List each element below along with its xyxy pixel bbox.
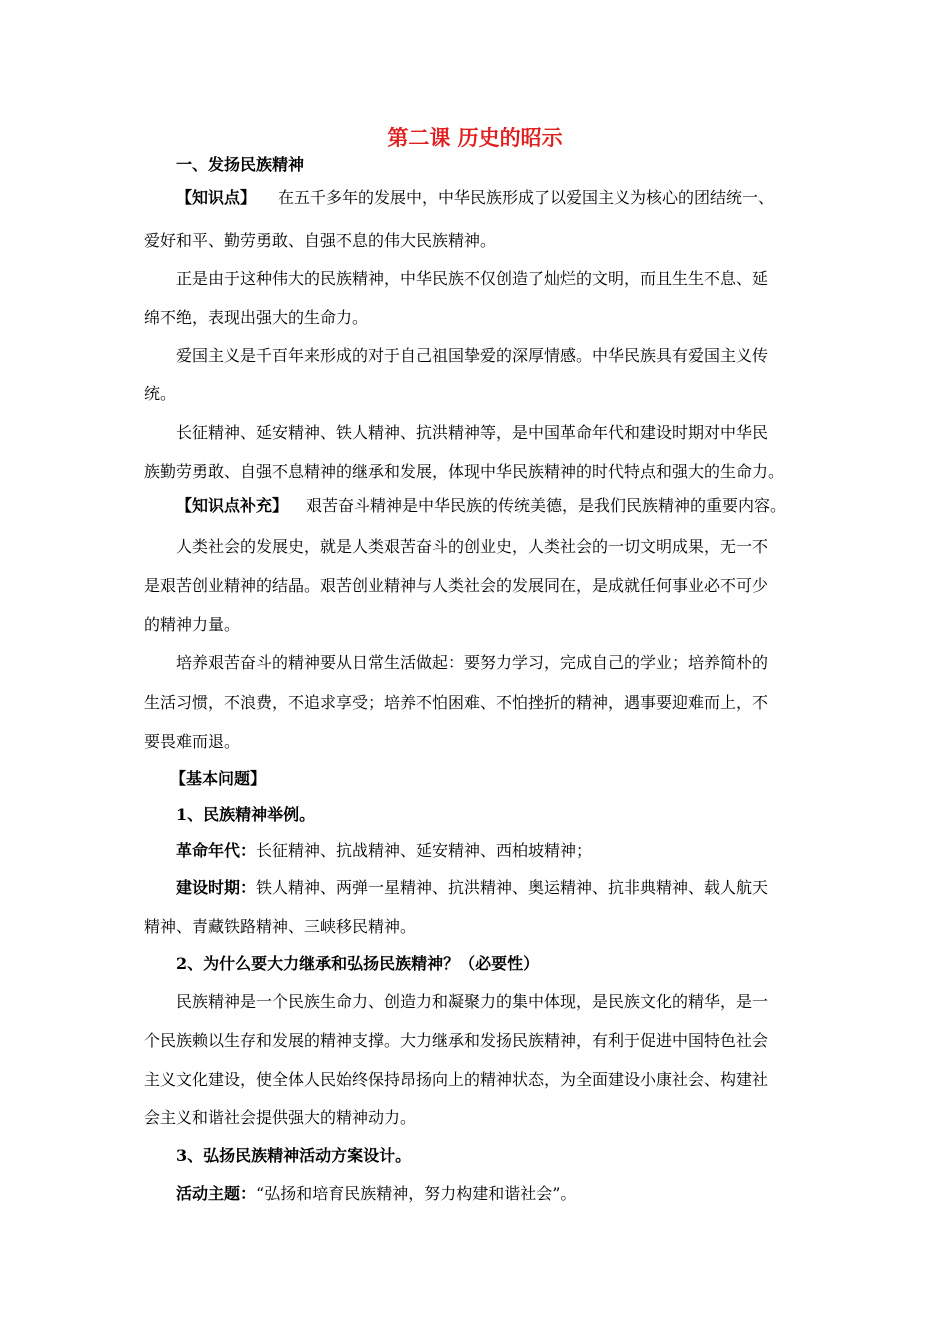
- activity-theme-line: [176, 1183, 576, 1205]
- construction-era-label: 建设时期：: [176, 878, 257, 897]
- paragraph-2-line-2: 绵不绝，表现出强大的生命力。: [144, 308, 369, 327]
- paragraph-6-line-2: 是艰苦创业精神的结晶。艰苦创业精神与人类社会的发展同在，是成就任何事业必不可少: [144, 576, 769, 595]
- question-2-line-3: 主义文化建设，使全体人民始终保持昂扬向上的精神状态，为全面建设小康社会、构建社: [144, 1070, 769, 1089]
- activity-theme-text: “弘扬和培育民族精神，努力构建和谐社会”。: [256, 1184, 577, 1203]
- paragraph-7-line-2: 生活习惯，不浪费，不追求享受；培养不怕困难、不怕挫折的精神，遇事要迎难而上，不: [144, 693, 769, 712]
- knowledge-point-line-1: [176, 187, 774, 209]
- basic-questions-heading: 【基本问题】: [170, 769, 267, 788]
- knowledge-point-label: 【知识点】: [176, 188, 257, 207]
- activity-theme-label: 活动主题：: [176, 1184, 257, 1203]
- question-2-heading: 2、为什么要大力继承和弘扬民族精神？（必要性）: [176, 954, 540, 973]
- paragraph-7-line-3: 要畏难而退。: [144, 732, 241, 751]
- question-2-line-4: 会主义和谐社会提供强大的精神动力。: [144, 1108, 417, 1127]
- paragraph-2-line-1: 正是由于这种伟大的民族精神，中华民族不仅创造了灿烂的文明，而且生生不息、延: [176, 269, 769, 288]
- paragraph-6-line-3: 的精神力量。: [144, 615, 241, 634]
- construction-era-line-2: 精神、青藏铁路精神、三峡移民精神。: [144, 917, 417, 936]
- paragraph-3-line-1: 爱国主义是千百年来形成的对于自己祖国挚爱的深厚情感。中华民族具有爱国主义传: [176, 346, 769, 365]
- paragraph-3-line-2: 统。: [144, 384, 177, 403]
- construction-era-text: 铁人精神、两弹一星精神、抗洪精神、奥运精神、抗非典精神、载人航天: [256, 878, 769, 897]
- knowledge-supplement-label: 【知识点补充】: [176, 496, 289, 515]
- revolution-era-text: 长征精神、抗战精神、延安精神、西柏坡精神；: [256, 841, 593, 860]
- revolution-era-label: 革命年代：: [176, 841, 257, 860]
- paragraph-4-line-1: 长征精神、延安精神、铁人精神、抗洪精神等，是中国革命年代和建设时期对中华民: [176, 423, 769, 442]
- paragraph-4-line-2: 族勤劳勇敢、自强不息精神的继承和发展，体现中华民族精神的时代特点和强大的生命力。: [144, 462, 785, 481]
- knowledge-supplement-line: [176, 495, 786, 517]
- question-3-heading: 3、弘扬民族精神活动方案设计。: [176, 1146, 412, 1165]
- knowledge-supplement-text: 艰苦奋斗精神是中华民族的传统美德，是我们民族精神的重要内容。: [306, 496, 787, 515]
- knowledge-point-text: 在五千多年的发展中，中华民族形成了以爱国主义为核心的团结统一、: [278, 188, 775, 207]
- page-title: 第二课 历史的昭示: [387, 125, 563, 150]
- question-1-heading: 1、民族精神举例。: [176, 805, 316, 824]
- revolution-era-line: [176, 840, 592, 862]
- construction-era-line-1: [176, 877, 768, 899]
- knowledge-point-line-2: 爱好和平、勤劳勇敢、自强不息的伟大民族精神。: [144, 231, 497, 250]
- question-2-line-1: 民族精神是一个民族生命力、创造力和凝聚力的集中体现，是民族文化的精华，是一: [176, 992, 769, 1011]
- section-heading: 一、发扬民族精神: [176, 155, 305, 174]
- paragraph-7-line-1: 培养艰苦奋斗的精神要从日常生活做起：要努力学习，完成自己的学业；培养简朴的: [176, 653, 769, 672]
- paragraph-6-line-1: 人类社会的发展史，就是人类艰苦奋斗的创业史，人类社会的一切文明成果，无一不: [176, 537, 769, 556]
- question-2-line-2: 个民族赖以生存和发展的精神支撑。大力继承和发扬民族精神，有利于促进中国特色社会: [144, 1031, 769, 1050]
